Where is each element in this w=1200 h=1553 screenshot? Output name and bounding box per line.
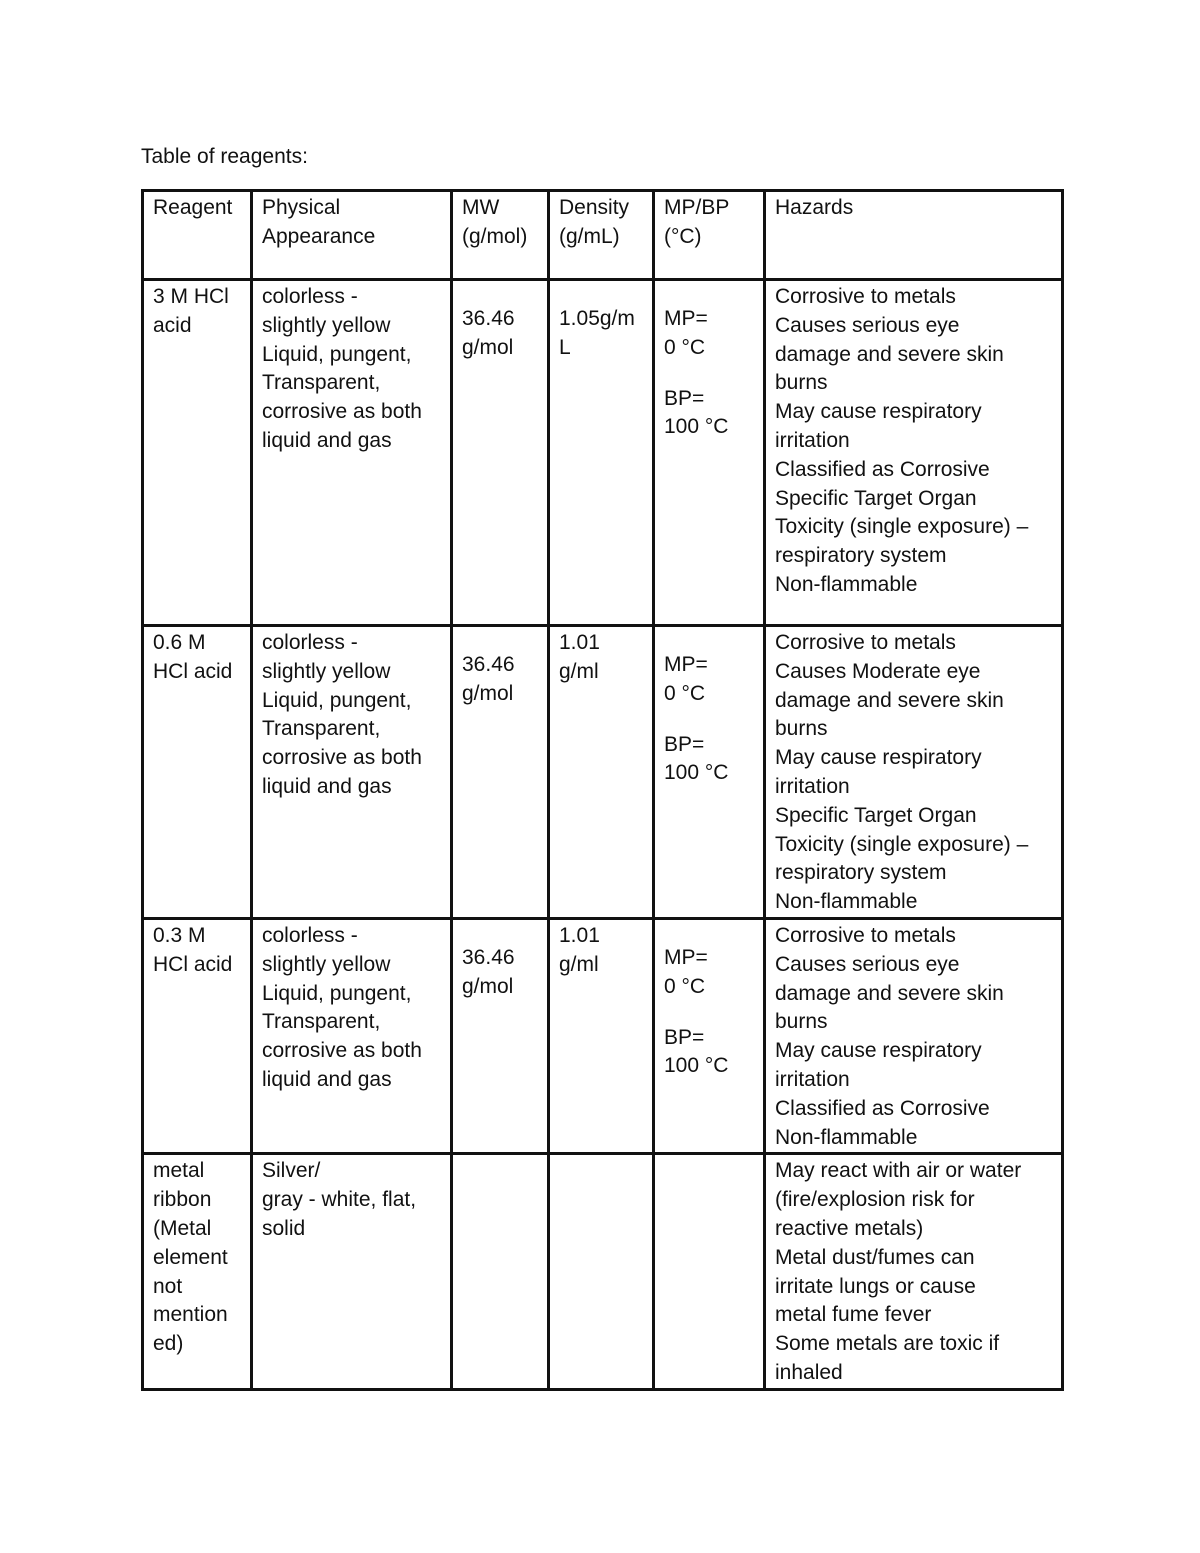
melting-point: MP= 0 °C xyxy=(664,653,708,705)
header-appearance: Physical Appearance xyxy=(252,191,452,280)
cell-appearance: Silver/ gray - white, flat, solid xyxy=(252,1154,452,1389)
header-mpbp: MP/BP (°C) xyxy=(654,191,765,280)
cell-appearance: colorless - slightly yellow Liquid, pungent, Transparent, corrosive as both liquid and gas xyxy=(252,918,452,1153)
cell-reagent: 0.6 M HCl acid xyxy=(143,626,252,919)
boiling-point: BP= 100 °C xyxy=(664,386,729,439)
cell-density xyxy=(549,1154,654,1389)
document-title: Table of reagents: xyxy=(141,145,308,168)
table-row xyxy=(143,626,1063,919)
cell-reagent: 3 M HCl acid xyxy=(143,280,252,626)
table-row xyxy=(143,1154,1063,1389)
cell-hazards: Corrosive to metals Causes Moderate eye damage and severe skin burns May cause respiratory irritation Specific Target Organ Toxicity (single exposure) – respiratory system Non-flammable xyxy=(765,626,1063,919)
reagents-table xyxy=(141,189,1064,1391)
cell-mpbp xyxy=(654,1154,765,1389)
cell-mw: 36.46 g/mol xyxy=(452,626,549,919)
cell-hazards: May react with air or water (fire/explosion risk for reactive metals) Metal dust/fumes can irritate lungs or cause metal fume fever Some metals are toxic if inhaled xyxy=(765,1154,1063,1389)
cell-hazards: Corrosive to metals Causes serious eye damage and severe skin burns May cause respiratory irritation Classified as Corrosive Specific Target Organ Toxicity (single exposure) – respiratory system Non-flammable xyxy=(765,280,1063,626)
melting-point: MP= 0 °C xyxy=(664,945,708,998)
cell-mpbp xyxy=(654,280,765,626)
header-hazards: Hazards xyxy=(765,191,1063,280)
boiling-point: BP= 100 °C xyxy=(664,732,729,785)
table-header-row xyxy=(143,191,1063,280)
cell-appearance: colorless - slightly yellow Liquid, pungent, Transparent, corrosive as both liquid and gas xyxy=(252,280,452,626)
cell-density: 1.01 g/ml xyxy=(549,626,654,919)
header-density: Density (g/mL) xyxy=(549,191,654,280)
melting-point: MP= 0 °C xyxy=(664,307,708,359)
cell-appearance: colorless - slightly yellow Liquid, pungent, Transparent, corrosive as both liquid and gas xyxy=(252,626,452,919)
cell-mw: 36.46 g/mol xyxy=(452,280,549,626)
cell-reagent: 0.3 M HCl acid xyxy=(143,918,252,1153)
cell-reagent: metal ribbon (Metal element not mention ed) xyxy=(143,1154,252,1389)
table-row xyxy=(143,918,1063,1153)
cell-mpbp xyxy=(654,626,765,919)
cell-mpbp xyxy=(654,918,765,1153)
table-row xyxy=(143,280,1063,626)
cell-density: 1.01 g/ml xyxy=(549,918,654,1153)
cell-mw: 36.46 g/mol xyxy=(452,918,549,1153)
boiling-point: BP= 100 °C xyxy=(664,1025,729,1078)
header-mw: MW (g/mol) xyxy=(452,191,549,280)
cell-density: 1.05g/m L xyxy=(549,280,654,626)
cell-hazards: Corrosive to metals Causes serious eye damage and severe skin burns May cause respiratory irritation Classified as Corrosive Non-flammable xyxy=(765,918,1063,1153)
header-reagent: Reagent xyxy=(143,191,252,280)
cell-mw xyxy=(452,1154,549,1389)
